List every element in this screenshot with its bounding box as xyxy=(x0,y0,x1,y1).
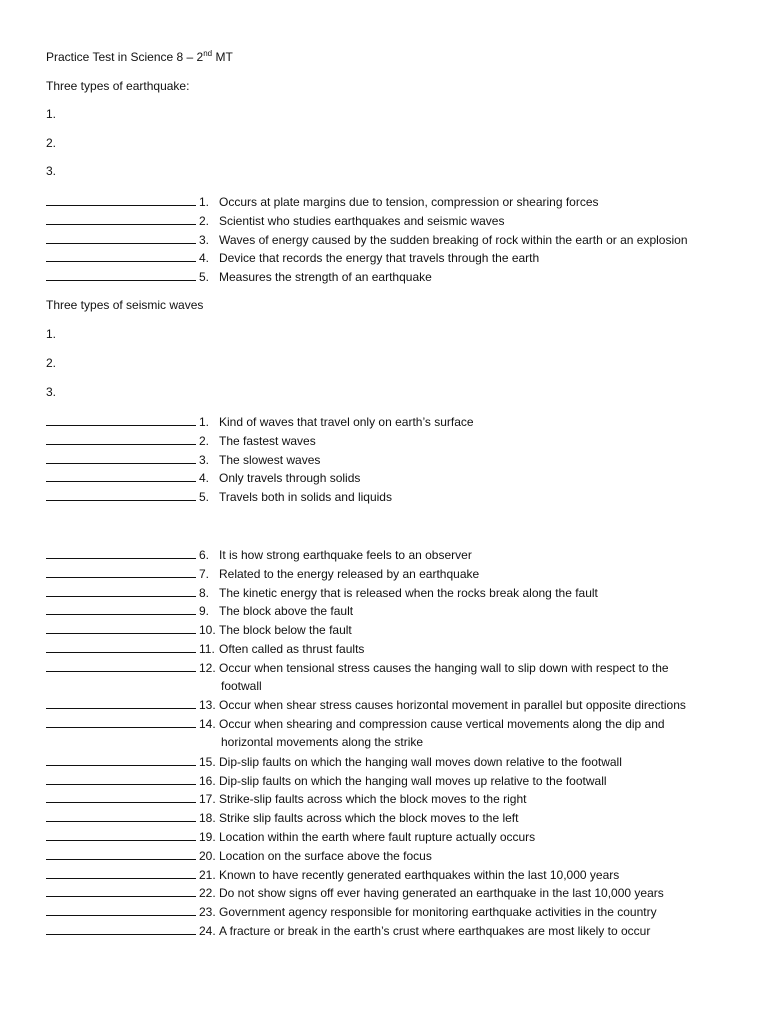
item-description: It is how strong earthquake feels to an observer xyxy=(219,548,472,562)
item-description: Government agency responsible for monitoring earthquake activities in the country xyxy=(219,905,657,920)
item-number: 3. xyxy=(199,452,210,467)
answer-blank[interactable] xyxy=(46,452,196,464)
item-number: 1. xyxy=(199,415,210,429)
section1-item-2: 2. xyxy=(46,136,57,150)
item-description: The kinetic energy that is released when the rocks break along the fault xyxy=(219,585,598,600)
item-description: The fastest waves xyxy=(219,433,316,448)
matching-row xyxy=(46,547,472,562)
matching-row xyxy=(46,213,504,228)
item-number: 23. xyxy=(199,905,216,920)
answer-blank[interactable] xyxy=(46,810,196,822)
matching-row xyxy=(46,433,316,448)
item-number: 16. xyxy=(199,773,216,788)
item-number: 7. xyxy=(199,566,210,581)
item-description: The block above the fault xyxy=(219,604,354,619)
item-description: Measures the strength of an earthquake xyxy=(219,270,432,285)
item-number: 3. xyxy=(199,232,210,247)
matching-row xyxy=(46,773,607,788)
answer-blank[interactable] xyxy=(46,232,196,244)
item-number: 17. xyxy=(199,792,216,807)
answer-blank[interactable] xyxy=(46,250,196,262)
matching-row xyxy=(46,716,665,731)
item-description: Dip-slip faults on which the hanging wall moves down relative to the footwall xyxy=(219,754,622,769)
item-number: 5. xyxy=(199,270,210,285)
item-description: Occur when shear stress causes horizontal movement in parallel but opposite directions xyxy=(219,698,686,713)
title-superscript: nd xyxy=(203,49,213,58)
item-number: 14. xyxy=(199,717,216,732)
item-description: Occurs at plate margins due to tension, compression or shearing forces xyxy=(219,195,599,209)
answer-blank[interactable] xyxy=(46,885,196,897)
answer-blank[interactable] xyxy=(46,470,196,482)
matching-row xyxy=(46,566,479,581)
section2-item-1: 1. xyxy=(46,327,57,341)
item-number: 8. xyxy=(199,585,210,600)
item-description: Device that records the energy that travels through the earth xyxy=(219,251,540,266)
item-number: 5. xyxy=(199,490,210,505)
answer-blank[interactable] xyxy=(46,414,196,426)
matching-row xyxy=(46,414,474,429)
item-description: Occur when shearing and compression cause vertical movements along the dip and xyxy=(219,717,665,732)
item-description: Strike-slip faults across which the block moves to the right xyxy=(219,792,527,807)
item-number: 13. xyxy=(199,698,216,713)
matching-row xyxy=(46,791,526,806)
item-description: Often called as thrust faults xyxy=(219,642,365,656)
answer-blank[interactable] xyxy=(46,754,196,766)
matching-row xyxy=(46,622,352,637)
item-number: 6. xyxy=(199,548,210,562)
item-number: 24. xyxy=(199,924,216,938)
item-description: Waves of energy caused by the sudden breaking of rock within the earth or an explosion xyxy=(219,232,688,247)
answer-blank[interactable] xyxy=(46,641,196,653)
item-description: Do not show signs off ever having generated an earthquake in the last 10,000 years xyxy=(219,886,664,901)
item-number: 4. xyxy=(199,251,210,266)
section1-item-3: 3. xyxy=(46,164,57,178)
item-number: 19. xyxy=(199,830,216,844)
page-title xyxy=(46,50,233,64)
matching-row xyxy=(46,489,392,504)
matching-row xyxy=(46,232,688,247)
answer-blank[interactable] xyxy=(46,566,196,578)
item-description: Strike slip faults across which the block moves to the left xyxy=(219,811,519,826)
matching-row xyxy=(46,848,432,863)
matching-row xyxy=(46,885,664,900)
answer-blank[interactable] xyxy=(46,433,196,445)
matching-row xyxy=(46,867,619,882)
answer-blank[interactable] xyxy=(46,660,196,672)
matching-row xyxy=(46,585,598,600)
answer-blank[interactable] xyxy=(46,269,196,281)
item-description: A fracture or break in the earth’s crust where earthquakes are most likely to occur xyxy=(219,924,651,938)
matching-row xyxy=(46,194,599,209)
section2-heading: Three types of seismic waves xyxy=(46,298,204,312)
matching-row xyxy=(46,269,432,284)
answer-blank[interactable] xyxy=(46,716,196,728)
item-description: Kind of waves that travel only on earth’s surface xyxy=(219,415,474,429)
item-number: 4. xyxy=(199,471,210,486)
matching-row xyxy=(46,754,622,769)
item-description: Only travels through solids xyxy=(219,471,361,486)
title-text: Practice Test in Science 8 – 2 xyxy=(46,50,204,64)
item-description: The block below the fault xyxy=(219,623,352,638)
item-description: Travels both in solids and liquids xyxy=(219,490,392,505)
item-description: Occur when tensional stress causes the hanging wall to slip down with respect to the xyxy=(219,660,669,675)
item-number: 2. xyxy=(199,433,210,448)
answer-blank[interactable] xyxy=(46,603,196,615)
answer-blank[interactable] xyxy=(46,194,196,206)
answer-blank[interactable] xyxy=(46,489,196,501)
matching-row xyxy=(46,829,535,844)
item-description: Location on the surface above the focus xyxy=(219,848,432,863)
item-description: Location within the earth where fault rupture actually occurs xyxy=(219,830,536,844)
answer-blank[interactable] xyxy=(46,547,196,559)
item-number: 10. xyxy=(199,623,216,638)
item-number: 22. xyxy=(199,886,216,901)
answer-blank[interactable] xyxy=(46,867,196,879)
answer-blank[interactable] xyxy=(46,585,196,597)
matching-row xyxy=(46,250,539,265)
section1-heading: Three types of earthquake: xyxy=(46,79,190,93)
item-number: 21. xyxy=(199,867,216,882)
matching-row xyxy=(46,641,364,656)
matching-row xyxy=(46,904,657,919)
item-number: 9. xyxy=(199,604,210,619)
section2-item-3: 3. xyxy=(46,385,57,399)
matching-row xyxy=(46,697,686,712)
matching-row xyxy=(46,470,360,485)
answer-blank[interactable] xyxy=(46,213,196,225)
section1-item-1: 1. xyxy=(46,107,57,121)
answer-blank[interactable] xyxy=(46,622,196,634)
item-description: Scientist who studies earthquakes and seismic waves xyxy=(219,213,505,228)
section2-item-2: 2. xyxy=(46,356,57,370)
answer-blank[interactable] xyxy=(46,848,196,860)
matching-row xyxy=(46,923,650,938)
matching-row xyxy=(46,452,320,467)
item-description: The slowest waves xyxy=(219,452,321,467)
item-number: 1. xyxy=(199,195,210,209)
matching-row xyxy=(46,810,518,825)
item-description: Known to have recently generated earthquakes within the last 10,000 years xyxy=(219,867,620,882)
answer-blank[interactable] xyxy=(46,904,196,916)
answer-blank[interactable] xyxy=(46,773,196,785)
item-number: 20. xyxy=(199,848,216,863)
item-description: Dip-slip faults on which the hanging wall moves up relative to the footwall xyxy=(219,773,607,788)
answer-blank[interactable] xyxy=(46,697,196,709)
answer-blank[interactable] xyxy=(46,923,196,935)
item-number: 11. xyxy=(199,642,215,656)
matching-row xyxy=(46,660,669,675)
answer-blank[interactable] xyxy=(46,791,196,803)
item-description-continued: footwall xyxy=(221,678,262,693)
item-number: 18. xyxy=(199,811,216,826)
item-number: 12. xyxy=(199,660,216,675)
item-number: 2. xyxy=(199,213,210,228)
matching-row xyxy=(46,603,353,618)
item-description: Related to the energy released by an earthquake xyxy=(219,566,480,581)
title-suffix: MT xyxy=(212,50,233,64)
answer-blank[interactable] xyxy=(46,829,196,841)
item-description-continued: horizontal movements along the strike xyxy=(221,735,424,749)
item-number: 15. xyxy=(199,754,216,769)
